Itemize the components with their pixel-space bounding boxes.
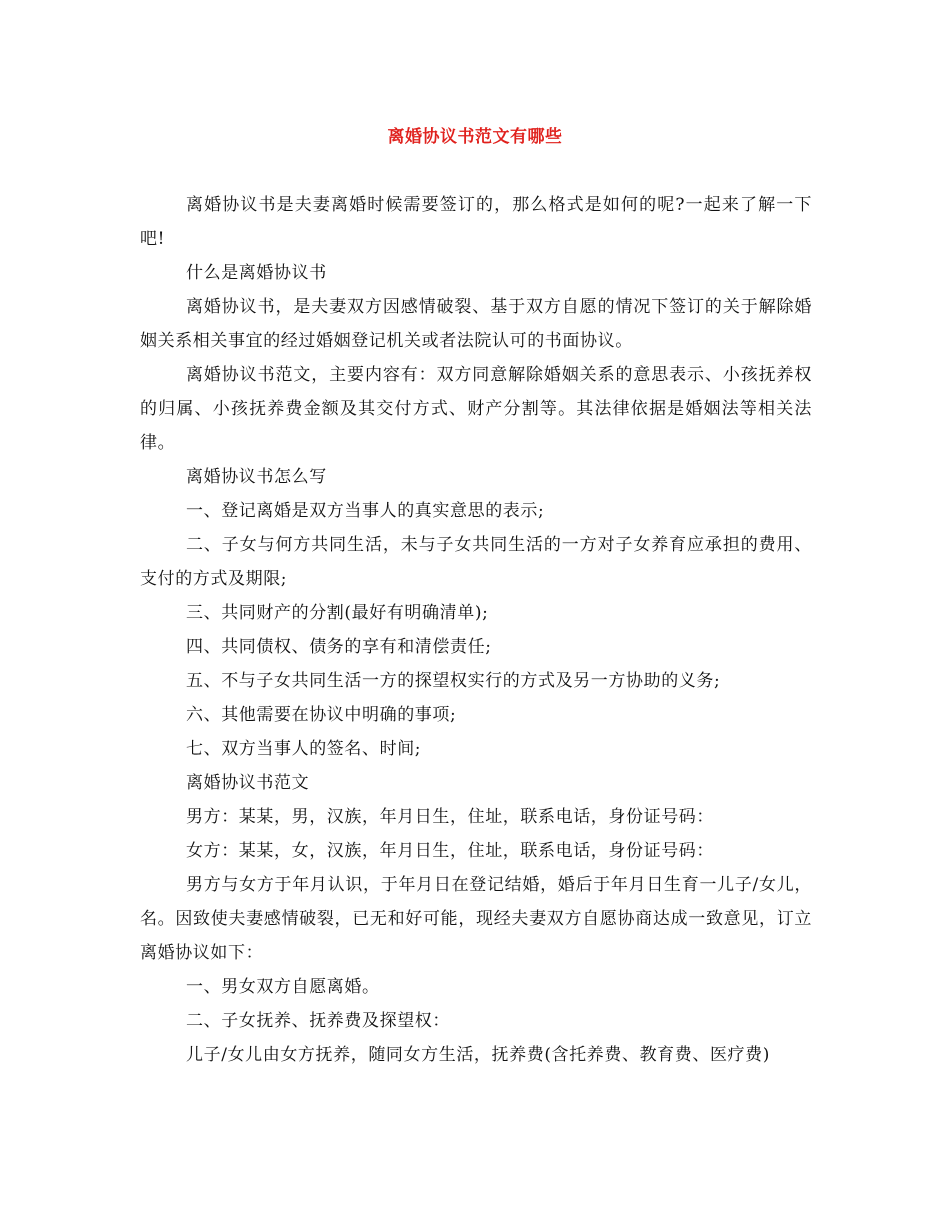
paragraph-content: 离婚协议书范文，主要内容有：双方同意解除婚姻关系的意思表示、小孩抚养权的归属、小孩抚养费金额及其交付方式、财产分割等。其法律依据是婚姻法等相关法律。 xyxy=(140,365,812,453)
paragraph-item-7: 七、双方当事人的签名、时间; xyxy=(186,739,422,759)
paragraph-item-2: 二、子女与何方共同生活，未与子女共同生活的一方对子女养育应承担的费用、支付的方式及期限; xyxy=(140,535,812,589)
paragraph-definition: 离婚协议书，是夫妻双方因感情破裂、基于双方自愿的情况下签订的关于解除婚姻关系相关事宜的经过婚姻登记机关或者法院认可的书面协议。 xyxy=(140,297,812,351)
paragraph-clause-2: 二、子女抚养、抚养费及探望权： xyxy=(186,1011,450,1031)
paragraph-clause-1: 一、男女双方自愿离婚。 xyxy=(186,977,380,997)
document-title: 离婚协议书范文有哪些 xyxy=(387,127,563,147)
paragraph-female-party: 女方：某某，女，汉族，年月日生，住址，联系电话，身份证号码： xyxy=(186,841,714,861)
paragraph-item-6: 六、其他需要在协议中明确的事项; xyxy=(186,705,457,725)
paragraph-intro: 离婚协议书是夫妻离婚时候需要签订的，那么格式是如何的呢?一起来了解一下吧! xyxy=(140,195,812,249)
paragraph-heading-how: 离婚协议书怎么写 xyxy=(186,467,327,487)
paragraph-item-4: 四、共同债权、债务的享有和清偿责任; xyxy=(186,637,492,657)
paragraph-custody: 儿子/女儿由女方抚养，随同女方生活，抚养费(含托养费、教育费、医疗费) xyxy=(186,1045,770,1065)
paragraph-background: 男方与女方于年月认识，于年月日在登记结婚，婚后于年月日生育一儿子/女儿，名。因致使夫妻感情破裂，已无和好可能，现经夫妻双方自愿协商达成一致意见，订立离婚协议如下： xyxy=(140,875,812,963)
paragraph-male-party: 男方：某某，男，汉族，年月日生，住址，联系电话，身份证号码： xyxy=(186,807,714,827)
paragraph-item-3: 三、共同财产的分割(最好有明确清单); xyxy=(186,603,489,623)
paragraph-item-5: 五、不与子女共同生活一方的探望权实行的方式及另一方协助的义务; xyxy=(186,671,721,691)
paragraph-heading-sample: 离婚协议书范文 xyxy=(186,773,310,793)
paragraph-heading-what: 什么是离婚协议书 xyxy=(186,263,327,283)
paragraph-item-1: 一、登记离婚是双方当事人的真实意思的表示; xyxy=(186,501,545,521)
document-body xyxy=(140,188,812,1072)
